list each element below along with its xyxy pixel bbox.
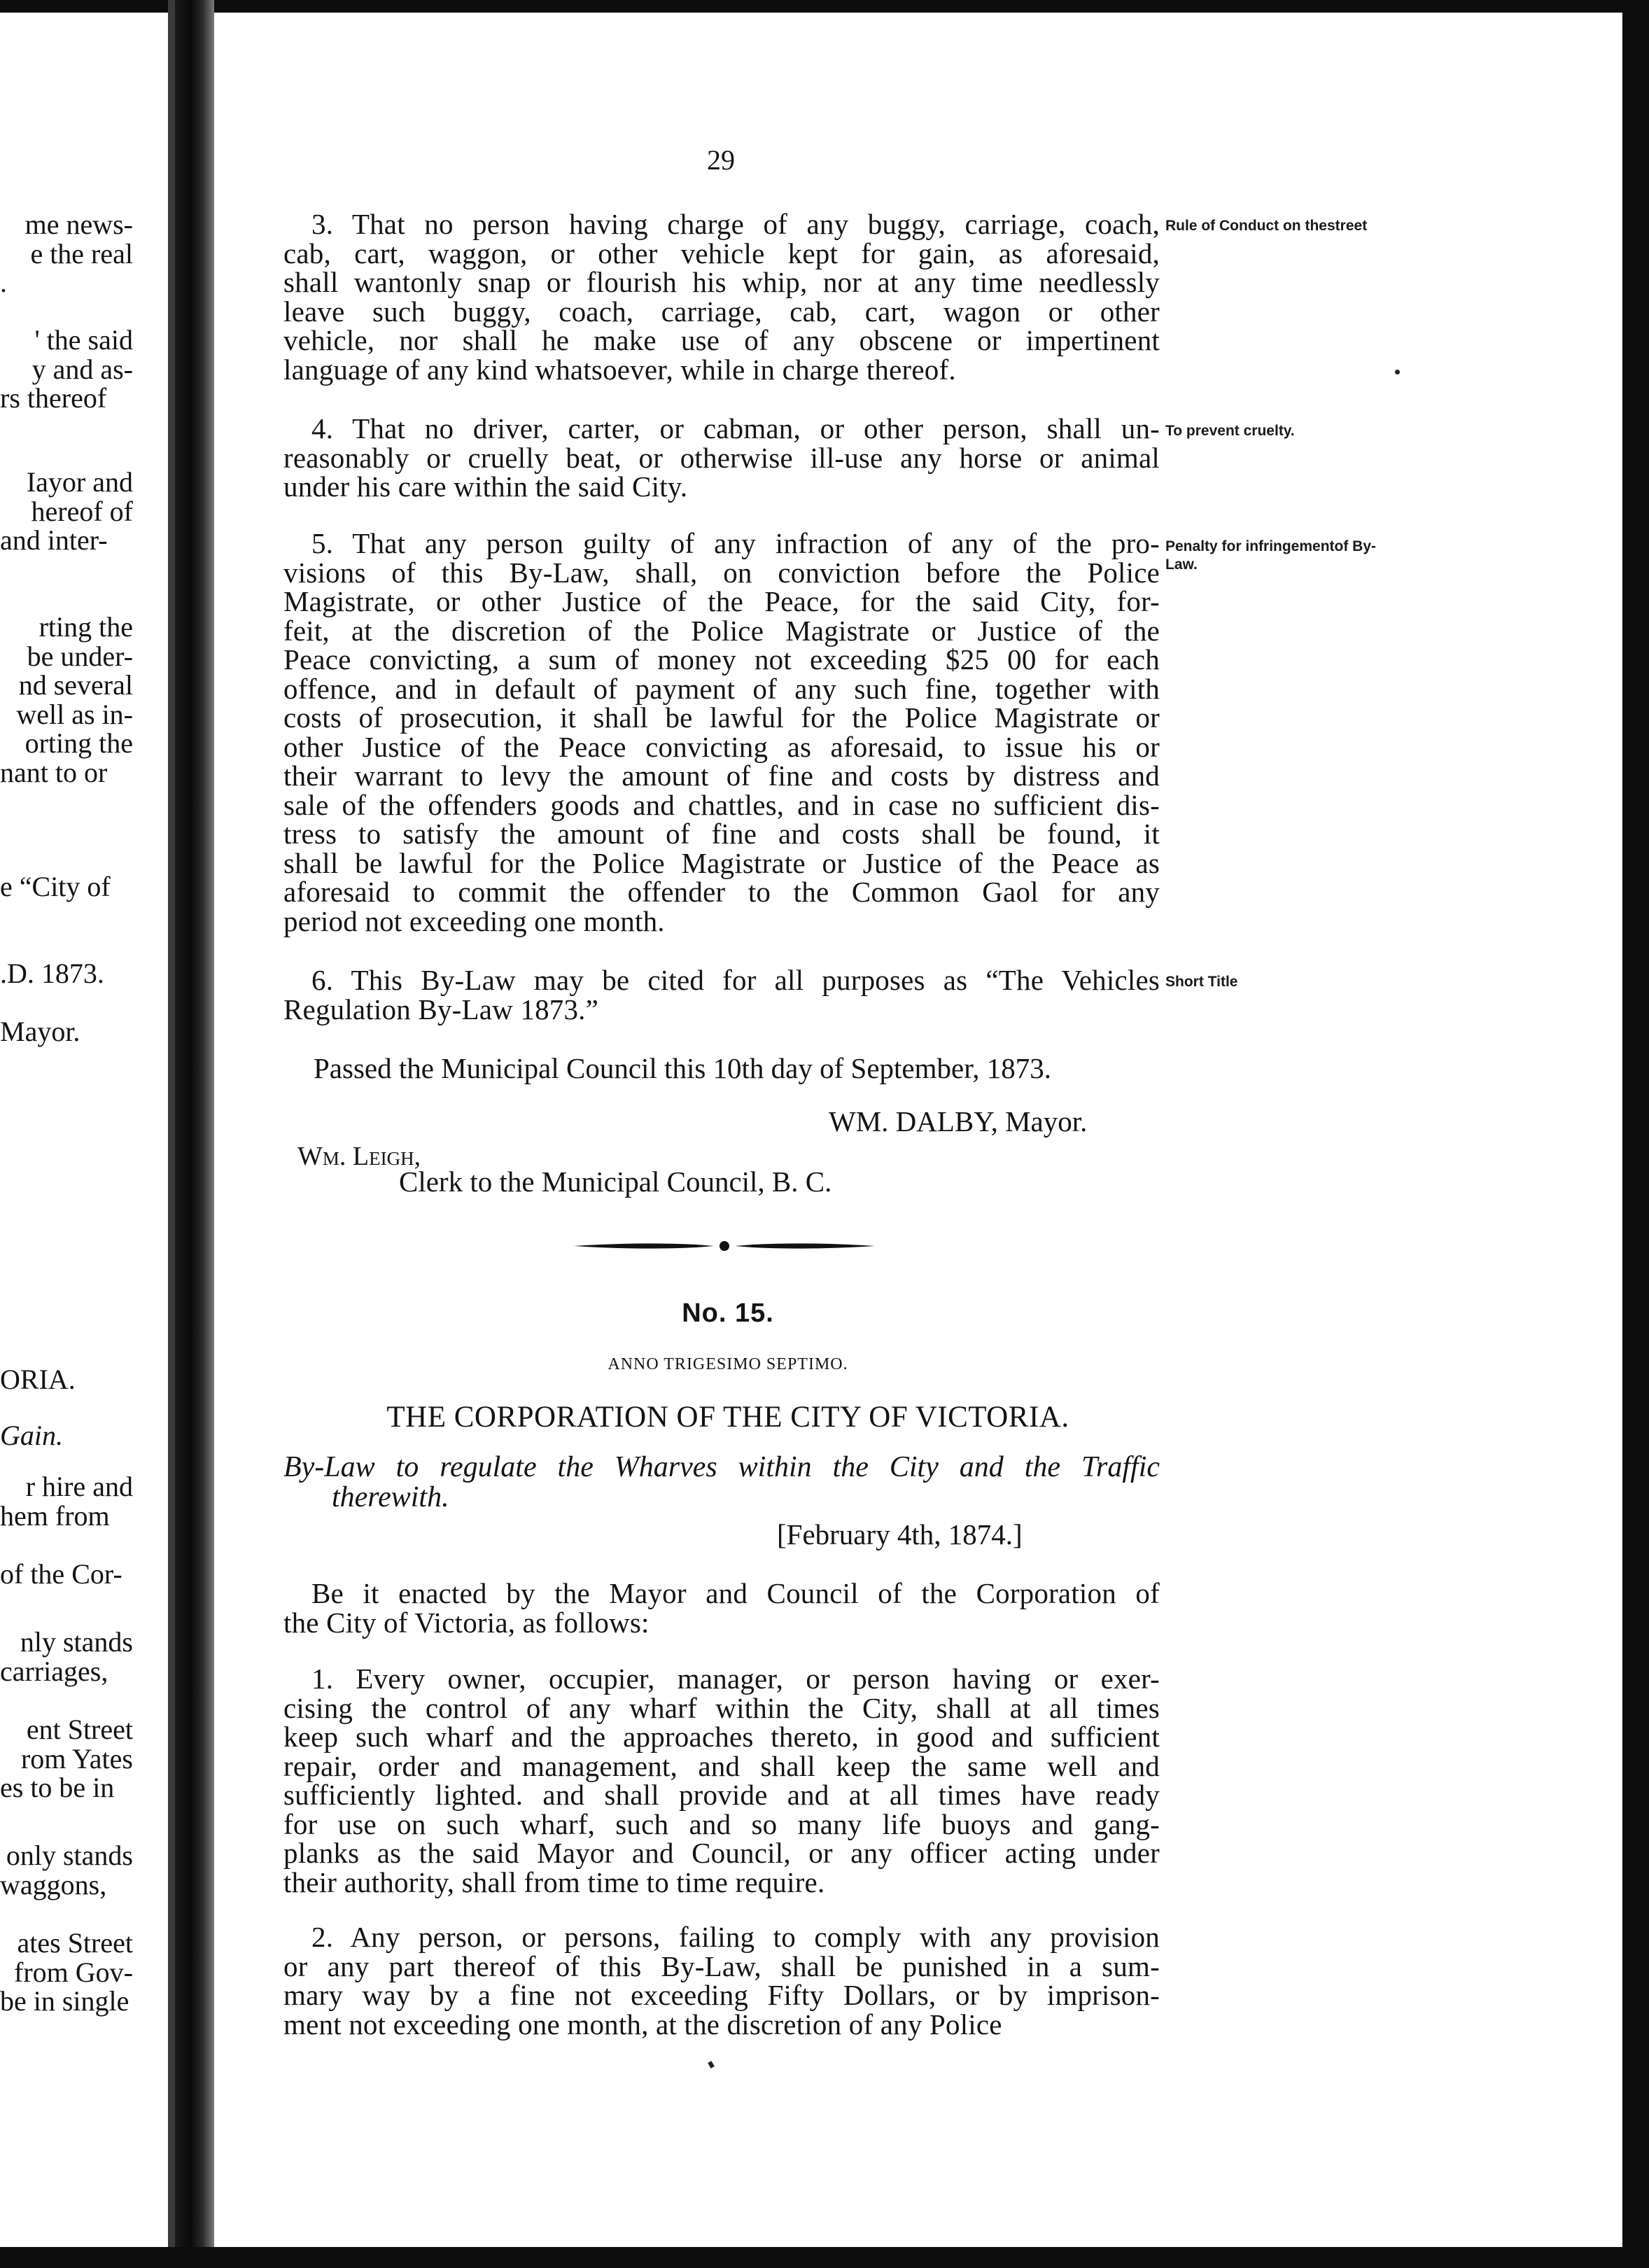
text-line: ent Street	[26, 1714, 133, 1745]
text-line: rting the	[38, 611, 133, 643]
section-4-paragraph	[283, 414, 1160, 502]
text-line: Peace convicting, a sum of money not exceeding $25 00 for each	[283, 643, 1160, 676]
text-line: Mayor.	[0, 1016, 80, 1047]
binding-shadow	[175, 0, 214, 2268]
mayor-signature: WM. DALBY, Mayor.	[829, 1105, 1088, 1138]
text-line: Short Title	[1165, 974, 1238, 990]
text-line: Rule of Conduct on the	[1165, 218, 1327, 234]
text-line: tress to satisfy the amount of fine and costs shall be found, it	[283, 818, 1160, 850]
corporation-heading: THE CORPORATION OF THE CITY OF VICTORIA.	[386, 1401, 1069, 1434]
text-line: y and as-	[31, 353, 133, 385]
bylaw-section-2-paragraph	[283, 1923, 1160, 2039]
text-line: street	[1326, 218, 1368, 234]
text-line: for use on such wharf, such and so many life buoys and gang-	[283, 1807, 1160, 1840]
left-page-fragment	[0, 1017, 133, 1046]
right-page-edge	[1622, 0, 1649, 2268]
text-line: be in single	[0, 1985, 129, 2017]
text-line: To prevent cruelty.	[1165, 423, 1295, 439]
margin-note-penalty	[1165, 538, 1396, 574]
text-line: well as in-	[16, 698, 133, 730]
text-line: period not exceeding one month.	[283, 904, 665, 937]
text-line: nly stands	[20, 1626, 133, 1658]
left-page-fragment	[0, 210, 133, 298]
text-line: me news-	[24, 209, 133, 240]
text-line: their authority, shall from time to time require.	[283, 1865, 825, 1898]
section-3-paragraph	[283, 210, 1160, 384]
text-line: rom Yates	[20, 1742, 133, 1774]
left-page-fragment	[0, 1715, 133, 1802]
text-line: .	[0, 267, 7, 298]
ink-speck	[708, 2061, 715, 2068]
bylaw-section-1-paragraph	[283, 1662, 1160, 1898]
margin-note-short-title	[1165, 973, 1389, 991]
text-line: Gain.	[0, 1420, 63, 1451]
bottom-page-edge	[0, 2247, 1649, 2268]
text-line: orting the	[24, 727, 133, 759]
text-line: shall be lawful for the Police Magistrate or Justice of the Peace as	[283, 846, 1160, 879]
text-line: their warrant to levy the amount of fine and costs by distress and	[283, 760, 1160, 792]
left-page-fragment	[0, 1841, 133, 1899]
text-line: reasonably or cruelly beat, or otherwise ill-use any horse or animal	[283, 441, 1160, 474]
clerk-name: Wm. Leigh,	[297, 1142, 421, 1171]
text-line: of the Cor-	[0, 1558, 122, 1590]
bylaw-title-line-2: therewith.	[332, 1481, 449, 1513]
text-line: Regulation By-Law 1873.”	[283, 993, 599, 1026]
ornamental-divider	[574, 1232, 875, 1260]
text-line: 5. That any person guilty of any infraction of any of the pro-	[311, 527, 1160, 559]
text-line: leave such buggy, coach, carriage, cab, cart, wagon or other	[283, 295, 1160, 328]
text-line: or any part thereof of this By-Law, shall be punished in a sum-	[283, 1949, 1160, 1982]
margin-note-prevent-cruelty	[1165, 422, 1389, 440]
ink-speck	[1395, 370, 1400, 374]
text-line: repair, order and management, and shall keep the same well and	[283, 1749, 1160, 1782]
text-line: ORIA.	[0, 1364, 76, 1395]
page-number: 29	[707, 144, 735, 176]
text-line: planks as the said Mayor and Council, or any officer acting under	[283, 1837, 1160, 1869]
text-line: be under-	[27, 640, 133, 672]
text-line: .D. 1873.	[0, 958, 104, 989]
left-page-fragment	[0, 1421, 133, 1450]
text-line: es to be in	[0, 1772, 115, 1803]
text-line: 3. That no person having charge of any buggy, carriage, coach,	[311, 208, 1160, 240]
text-line: waggons,	[0, 1868, 107, 1900]
text-line: feit, at the discretion of the Police Magistrate or Justice of the	[283, 614, 1160, 647]
text-line: hem from	[0, 1499, 110, 1532]
text-line: offence, and in default of payment of any such fine, together with	[283, 672, 1160, 705]
text-line: cab, cart, waggon, or other vehicle kept for gain, as aforesaid,	[283, 237, 1160, 270]
text-line: carriages,	[0, 1655, 108, 1687]
text-line: costs of prosecution, it shall be lawful for the Police Magistrate or	[283, 701, 1160, 734]
left-page-fragment	[0, 1928, 133, 2016]
text-line: Penalty for infringement	[1165, 538, 1335, 554]
text-line: aforesaid to commit the offender to the Common Gaol for any	[283, 876, 1160, 908]
left-page-fragment	[0, 1472, 133, 1530]
text-line: e the real	[30, 237, 133, 270]
text-line: 1. Every owner, occupier, manager, or person having or exer-	[311, 1662, 1160, 1695]
enacting-clause	[283, 1579, 1160, 1637]
text-line: other Justice of the Peace convicting as aforesaid, to issue his or	[283, 730, 1160, 763]
text-line: vehicle, nor shall he make use of any obscene or impertinent	[283, 324, 1160, 356]
left-page-fragment	[0, 326, 133, 413]
text-line: nant to or	[0, 756, 108, 788]
text-line: sufficiently lighted. and shall provide and at all times have ready	[283, 1779, 1160, 1811]
text-line: rs thereof	[0, 382, 107, 414]
text-line: ment not exceeding one month, at the discretion of any Police	[283, 2008, 1002, 2040]
text-line: e “City of	[0, 871, 111, 902]
text-line: only stands	[6, 1840, 133, 1871]
text-line: ' the said	[34, 324, 133, 356]
left-page-fragment	[0, 1560, 133, 1589]
bylaw-number: No. 15.	[682, 1298, 774, 1328]
text-line: shall wantonly snap or flourish his whip, nor at any time needlessly	[283, 266, 1160, 298]
text-line: mary way by a fine not exceeding Fifty Dollars, or by imprison-	[283, 1979, 1160, 2011]
anno-heading: ANNO TRIGESIMO SEPTIMO.	[608, 1355, 848, 1373]
text-line: sale of the offenders goods and chattles, and in case no sufficient dis-	[283, 788, 1160, 821]
section-5-paragraph	[283, 529, 1160, 936]
bylaw-title-line-1: By-Law to regulate the Wharves within the City and the Traffic	[283, 1451, 1160, 1483]
text-line: hereof of	[31, 495, 133, 527]
text-line: 2. Any person, or persons, failing to comply with any provision	[311, 1921, 1160, 1953]
text-line: under his care within the said City.	[283, 470, 688, 503]
left-page-fragment	[0, 468, 133, 555]
text-line: and inter-	[0, 524, 108, 556]
text-line: Be it enacted by the Mayor and Council of the Corporation of	[311, 1577, 1160, 1609]
left-page-fragment	[0, 1365, 133, 1394]
text-line: the City of Victoria, as follows:	[283, 1606, 650, 1639]
binding-line	[168, 0, 175, 2268]
left-page-fragment	[0, 872, 133, 902]
text-line: of By-Law.	[1165, 538, 1377, 573]
left-page-edge	[0, 0, 1649, 13]
text-line: visions of this By-Law, shall, on conviction before the Police	[283, 556, 1160, 589]
section-6-paragraph	[283, 966, 1160, 1024]
text-line: language of any kind whatsoever, while in charge thereof.	[283, 353, 956, 386]
bylaw-date: [February 4th, 1874.]	[777, 1518, 1023, 1550]
text-line: Magistrate, or other Justice of the Peace, for the said City, for-	[283, 585, 1160, 617]
text-line: 4. That no driver, carter, or cabman, or other person, shall un-	[311, 412, 1160, 444]
left-page-fragment	[0, 612, 133, 787]
text-line: r hire and	[25, 1471, 133, 1502]
text-line: 6. This By-Law may be cited for all purposes as “The Vehicles	[311, 964, 1160, 996]
text-line: cising the control of any wharf within the City, shall at all times	[283, 1691, 1160, 1724]
left-page-fragment	[0, 1628, 133, 1686]
text-line: Iayor and	[26, 466, 133, 498]
text-line: from Gov-	[14, 1956, 133, 1988]
text-line: keep such wharf and the approaches thereto, in good and sufficient	[283, 1721, 1160, 1753]
clerk-title: Clerk to the Municipal Council, B. C.	[399, 1166, 832, 1198]
left-page-fragment	[0, 959, 133, 988]
text-line: nd several	[18, 669, 133, 701]
passed-statement: Passed the Municipal Council this 10th day of September, 1873.	[314, 1052, 1051, 1084]
text-line: ates Street	[17, 1927, 133, 1959]
margin-note-rule-of-conduct	[1165, 217, 1389, 235]
